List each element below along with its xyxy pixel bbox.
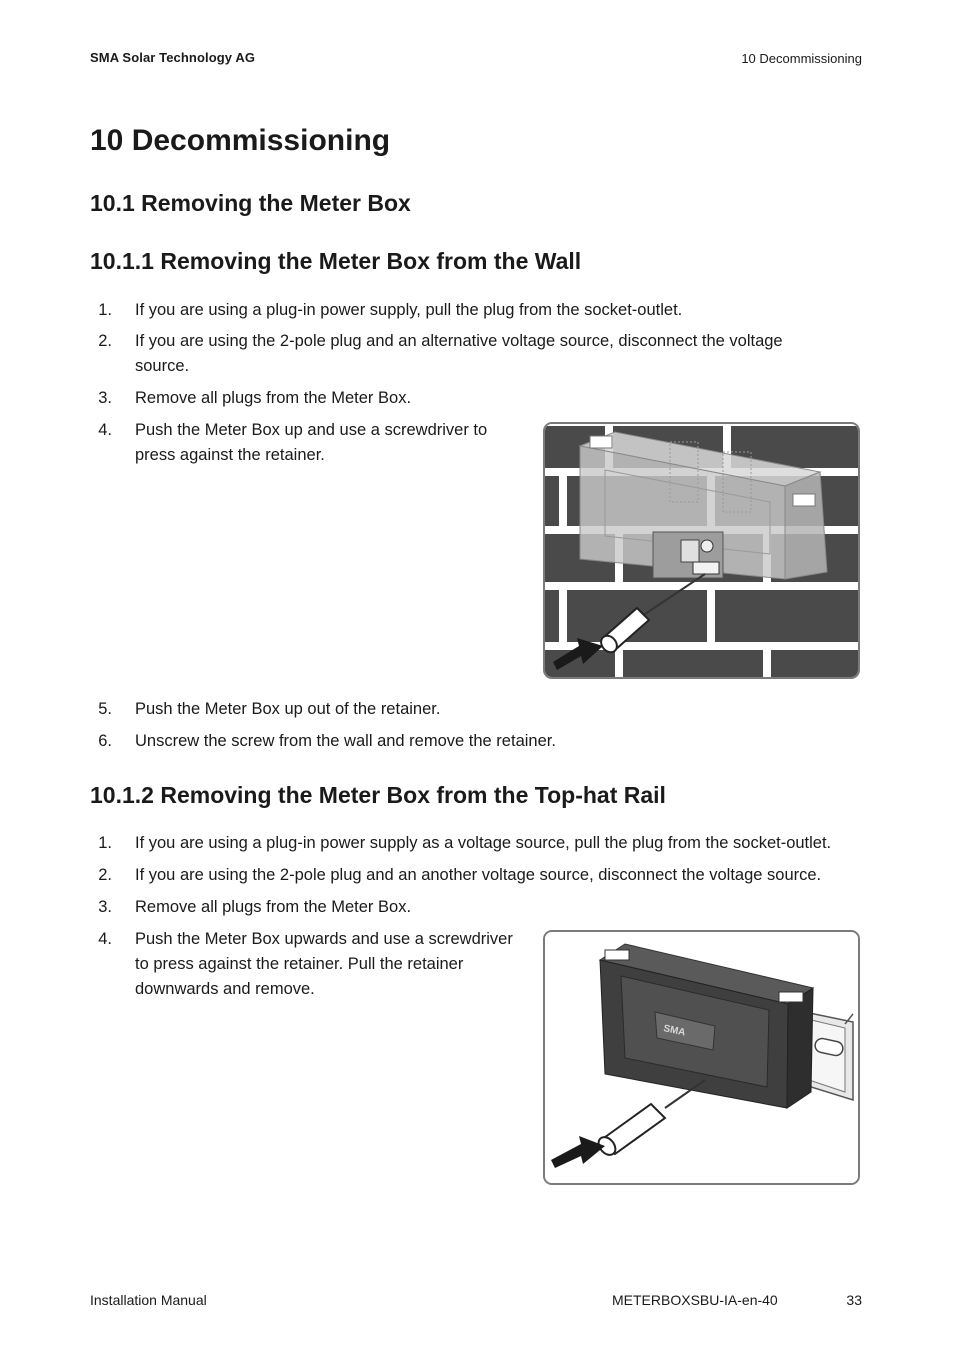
list-item xyxy=(90,418,540,468)
step-number: 2. xyxy=(98,866,112,884)
step-text: Unscrew the screw from the wall and remove the retainer. xyxy=(135,732,556,750)
step-text: Remove all plugs from the Meter Box. xyxy=(135,898,412,916)
chapter-title: 10 Decommissioning xyxy=(90,124,391,157)
list-item xyxy=(90,729,870,754)
step-text: Push the Meter Box up out of the retainer. xyxy=(135,700,441,718)
step-number: 5. xyxy=(98,700,112,718)
figure-wall-removal xyxy=(543,422,860,679)
step-text: Push the Meter Box up and use a screwdriver to xyxy=(135,421,488,439)
step-text: source. xyxy=(135,357,190,375)
list-item xyxy=(90,895,870,920)
retainer xyxy=(653,532,723,578)
step-text: If you are using a plug-in power supply, pull the plug from the socket-outlet. xyxy=(135,301,683,319)
step-text: to press against the retainer. Pull the retainer xyxy=(135,955,464,973)
list-item xyxy=(90,386,870,411)
wall-illustration xyxy=(545,424,858,677)
step-number: 1. xyxy=(98,301,112,319)
section-title: 10.1 Removing the Meter Box xyxy=(90,190,411,216)
rail-illustration xyxy=(545,932,858,1183)
step-text: downwards and remove. xyxy=(135,980,315,998)
step-text: press against the retainer. xyxy=(135,446,325,464)
list-item xyxy=(90,863,880,888)
list-item xyxy=(90,927,540,1002)
footer-doc-code: METERBOXSBU-IA-en-40 xyxy=(612,1292,778,1308)
subsection-title-wall: 10.1.1 Removing the Meter Box from the Wall xyxy=(90,248,582,274)
list-item xyxy=(90,298,870,323)
footer-page-number: 33 xyxy=(846,1292,862,1308)
step-text: Remove all plugs from the Meter Box. xyxy=(135,389,412,407)
step-number: 6. xyxy=(98,732,112,750)
step-number: 4. xyxy=(98,930,112,948)
list-item xyxy=(90,697,870,722)
sma-logo-text: SMA xyxy=(662,1023,687,1039)
step-text: If you are using the 2-pole plug and an another voltage source, disconnect the voltage source. xyxy=(135,866,822,884)
step-number: 3. xyxy=(98,898,112,916)
step-text: If you are using the 2-pole plug and an alternative voltage source, disconnect the voltage xyxy=(135,332,783,350)
step-text: If you are using a plug-in power supply as a voltage source, pull the plug from the socket-outlet. xyxy=(135,834,832,852)
header-company: SMA Solar Technology AG xyxy=(90,50,256,65)
footer-manual-type: Installation Manual xyxy=(90,1292,207,1308)
figure-rail-removal xyxy=(543,930,860,1185)
list-item xyxy=(90,329,870,379)
step-text: Push the Meter Box upwards and use a screwdriver xyxy=(135,930,513,948)
step-number: 2. xyxy=(98,332,112,350)
list-item xyxy=(90,831,880,856)
step-number: 4. xyxy=(98,421,112,439)
step-number: 1. xyxy=(98,834,112,852)
header-chapter: 10 Decommissioning xyxy=(741,51,862,66)
subsection-title-rail: 10.1.2 Removing the Meter Box from the Top-hat Rail xyxy=(90,782,666,808)
step-number: 3. xyxy=(98,389,112,407)
